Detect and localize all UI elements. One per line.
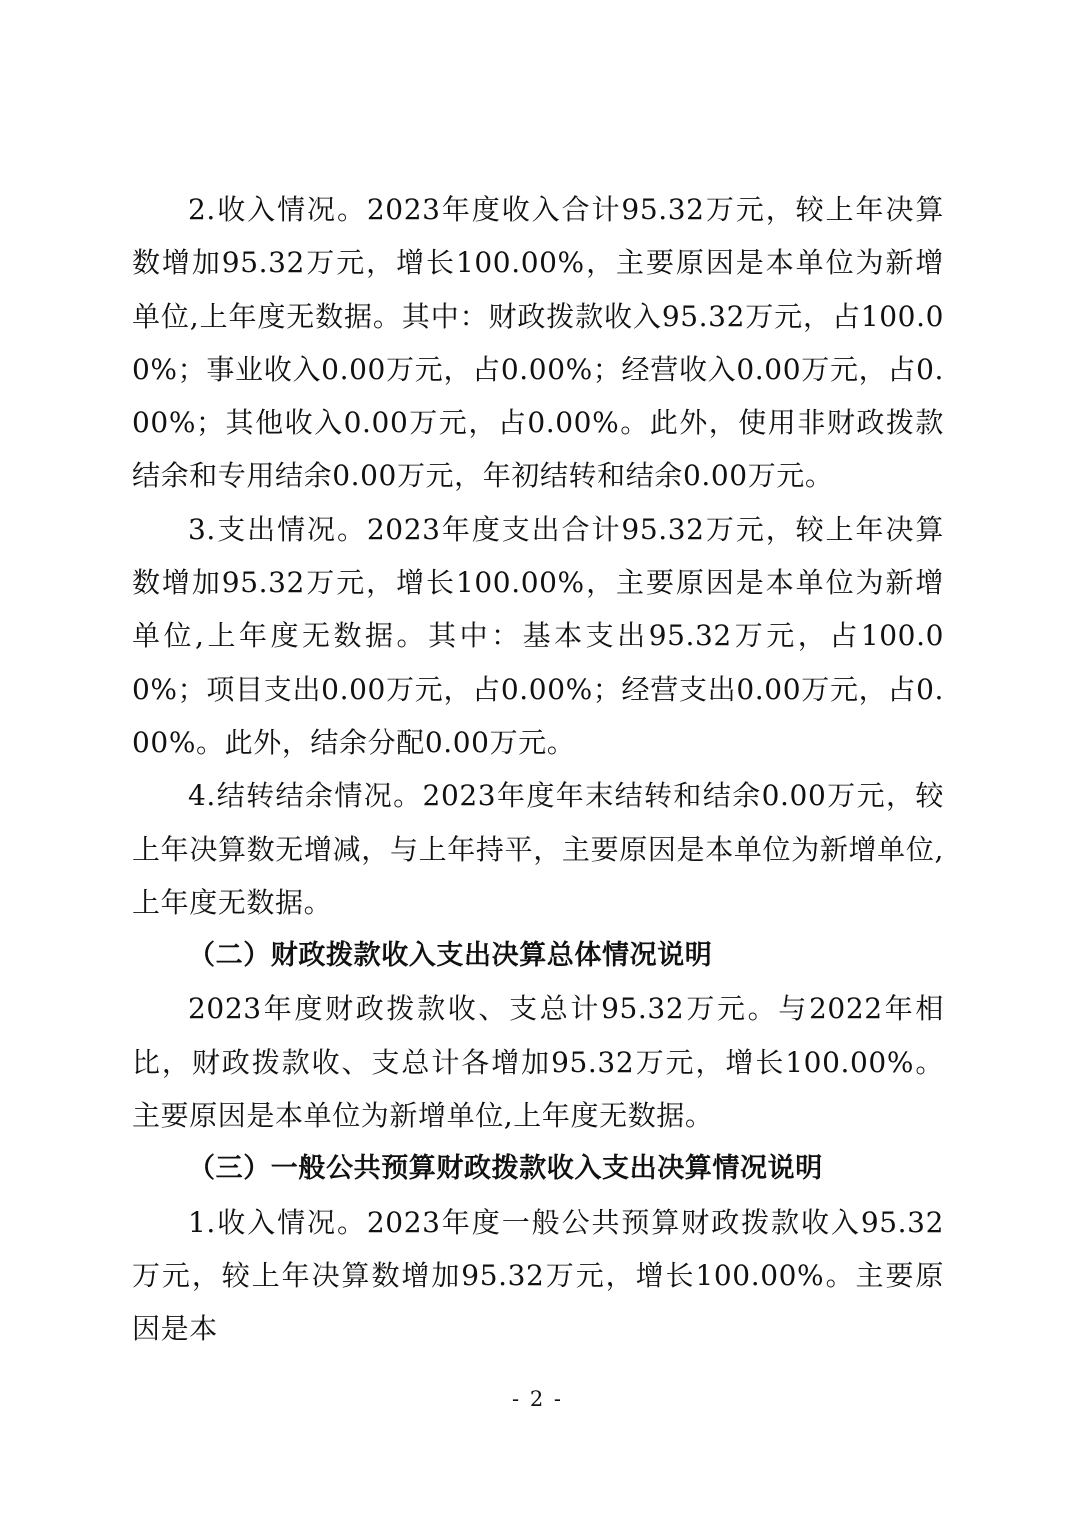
carryover-paragraph: 4.结转结余情况。2023年度年末结转和结余0.00万元，较上年决算数无增减，与上年持平，主要原因是本单位为新增单位,上年度无数据。 bbox=[132, 779, 944, 919]
document-body bbox=[132, 183, 944, 1356]
income-paragraph: 2.收入情况。2023年度收入合计95.32万元，较上年决算数增加95.32万元，增长100.00%，主要原因是本单位为新增单位,上年度无数据。其中：财政拨款收入95.32万元，占100.00%；事业收入0.00万元，占0.00%；经营收入0.00万元，占0.00%；其他收入0.00万元，占0.00%。此外，使用非财政拨款结余和专用结余0.00万元，年初结转和结余0.00万元。 bbox=[132, 193, 944, 493]
fiscal-overview-paragraph: 2023年度财政拨款收、支总计95.32万元。与2022年相比，财政拨款收、支总计各增加95.32万元，增长100.00%。主要原因是本单位为新增单位,上年度无数据。 bbox=[132, 992, 944, 1133]
expenditure-paragraph: 3.支出情况。2023年度支出合计95.32万元，较上年决算数增加95.32万元，增长100.00%，主要原因是本单位为新增单位,上年度无数据。其中：基本支出95.32万元，占100.00%；项目支出0.00万元，占0.00%；经营支出0.00万元，占0.00%。此外，结余分配0.00万元。 bbox=[132, 512, 944, 759]
general-budget-income-paragraph: 1.收入情况。2023年度一般公共预算财政拨款收入95.32万元，较上年决算数增加95.32万元，增长100.00%。主要原因是本 bbox=[132, 1205, 944, 1346]
section-heading-3: （三）一般公共预算财政拨款收入支出决算情况说明 bbox=[188, 1153, 823, 1185]
section-heading-2: （二）财政拨款收入支出决算总体情况说明 bbox=[188, 940, 713, 972]
page-number: - 2 - bbox=[512, 1387, 563, 1411]
